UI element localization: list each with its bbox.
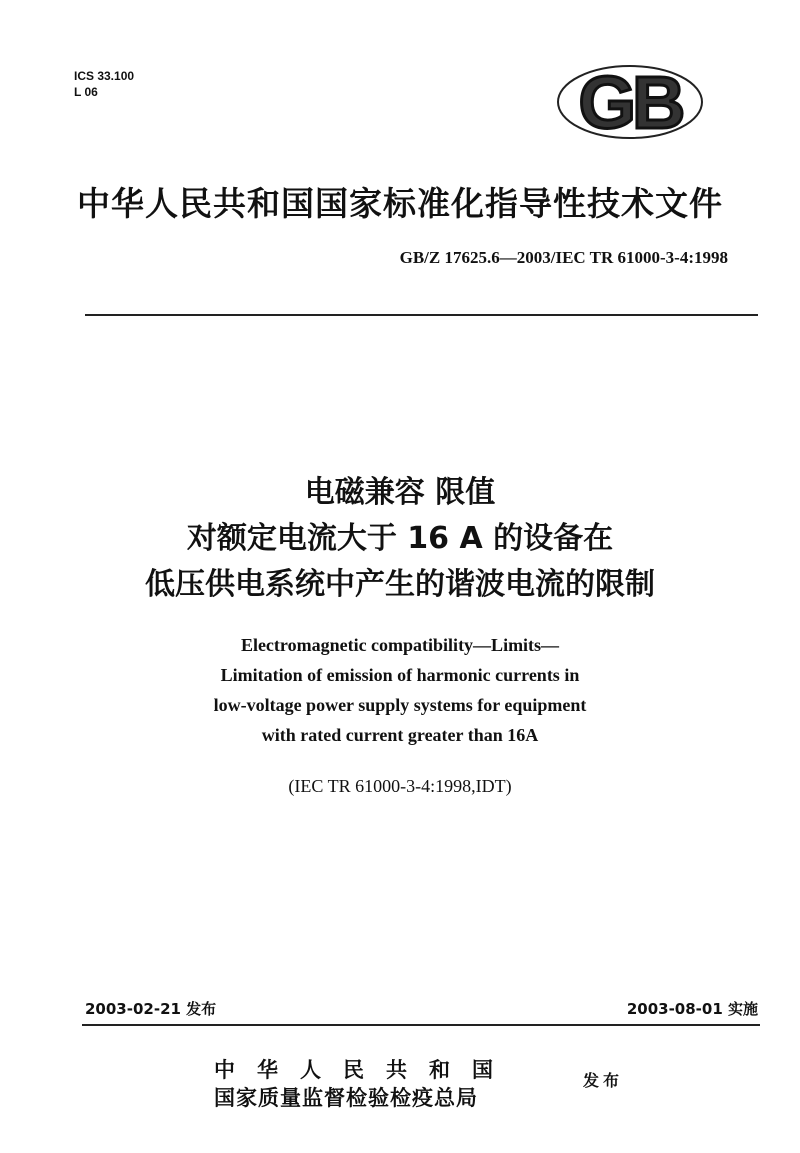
english-title-line: low-voltage power supply systems for equipment: [213, 695, 587, 715]
english-title-line: Electromagnetic compatibility—Limits—: [240, 635, 560, 655]
gb-logo: [555, 62, 705, 142]
document-type: 中华人民共和国国家标准化指导性技术文件: [77, 184, 723, 223]
english-title-line: with rated current greater than 16A: [261, 725, 539, 745]
english-title-line: Limitation of emission of harmonic currents in: [220, 665, 580, 685]
issue-date: 2003-02-21 发布: [85, 1000, 217, 1018]
identity-statement: (IEC TR 61000-3-4:1998,IDT): [288, 776, 512, 796]
chinese-title: [0, 470, 800, 608]
english-title: [0, 630, 800, 750]
publisher-line-1: 中华人民共和国: [214, 1058, 515, 1082]
top-divider: [85, 314, 758, 316]
implement-date: 2003-08-01 实施: [626, 1000, 758, 1018]
ics-classification: [74, 68, 134, 100]
publish-label: 发布: [583, 1071, 624, 1090]
chinese-title-line: 电磁兼容 限值: [304, 475, 496, 510]
chinese-title-line: 对额定电流大于 16 A 的设备在: [186, 521, 614, 556]
class-code: L 06: [74, 85, 98, 99]
chinese-title-line: 低压供电系统中产生的谐波电流的限制: [145, 567, 655, 602]
ics-code: ICS 33.100: [74, 69, 135, 83]
standard-number: GB/Z 17625.6—2003/IEC TR 61000-3-4:1998: [399, 248, 728, 267]
publisher-line-2: 国家质量监督检验检疫总局: [214, 1086, 478, 1110]
bottom-divider: [82, 1024, 760, 1026]
gb-logo-text: GB: [578, 62, 682, 142]
